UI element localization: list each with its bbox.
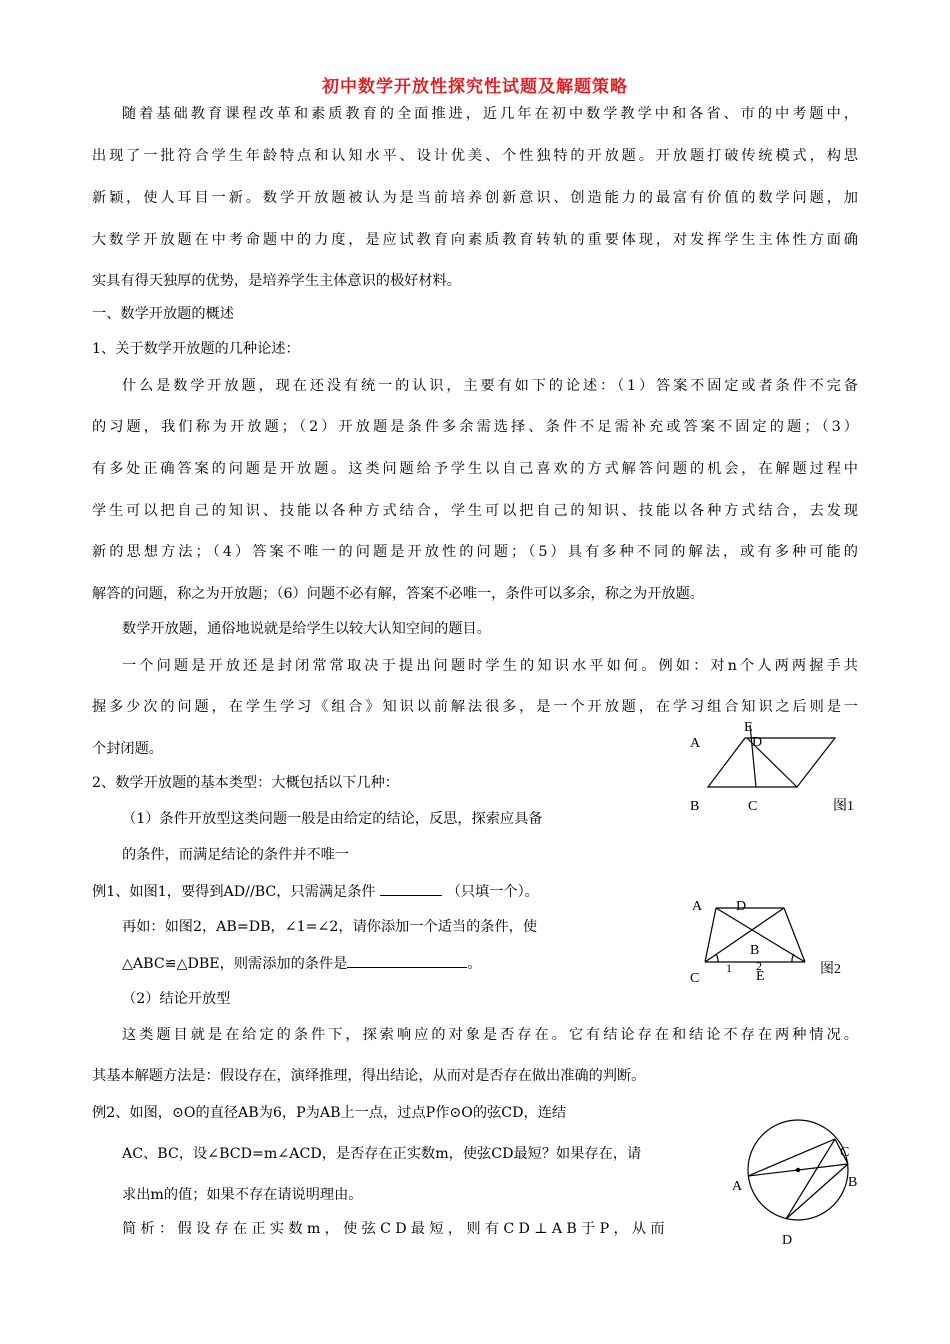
- example1-text: 例1、如图1，要得到AD//BC，只需满足条件: [92, 884, 376, 900]
- popular-definition: 数学开放题，通俗地说就是给学生以较大认知空间的题目。: [122, 621, 491, 637]
- label-b: B: [848, 1175, 858, 1190]
- figure-1: [680, 715, 870, 825]
- figure-2: [680, 890, 860, 990]
- label-angle-2: 2: [756, 959, 762, 973]
- subsection-heading: 1、关于数学开放题的几种论述：: [92, 341, 300, 357]
- discussion-line: 什么是数学开放题，现在还没有统一的认识，主要有如下的论述：（1）答案不固定或者条件不完备: [122, 378, 858, 394]
- discussion-line: 解答的问题，称之为开放题；（6）问题不必有解，答案不必唯一，条件可以多余，称之为开放题。: [92, 586, 704, 602]
- label-e: E: [744, 720, 753, 735]
- label-c: C: [748, 799, 758, 814]
- intro-line: 出现了一批符合学生年龄特点和认知水平、设计优美、个性独特的开放题。开放题打破传统模式，构思: [92, 148, 858, 164]
- discussion-line: 学生可以把自己的知识、技能以各种方式结合，学生可以把自己的知识、技能以各种方式结合，去发现: [92, 503, 858, 519]
- example1b-line: [122, 953, 482, 974]
- angle-1-arc: [716, 954, 718, 962]
- example1b-text-end: 。: [467, 956, 482, 972]
- center-point: [796, 1168, 800, 1172]
- type1-line: （1）条件开放型这类问题一般是由给定的结论，反思，探索应具备: [122, 811, 543, 827]
- figure-caption: 图1: [833, 799, 854, 814]
- intro-line: 随着基础教育课程改革和素质教育的全面推进，近几年在初中数学教学中和各省、市的中考题中，: [122, 106, 858, 122]
- document-title: 初中数学开放性探究性试题及解题策略: [322, 77, 628, 97]
- open-closed-line: 一个问题是开放还是封闭常常取决于提出问题时学生的知识水平如何。例如：对n个人两两握手共: [122, 658, 858, 674]
- label-a: A: [732, 1179, 743, 1194]
- analysis-line: 简析：假设存在正实数m，使弦CD最短，则有CD⊥AB于P，从而: [122, 1221, 669, 1237]
- answer-blank: [380, 881, 442, 896]
- label-d: D: [752, 735, 763, 750]
- label-b: B: [750, 943, 760, 958]
- segment-ac: [705, 908, 716, 962]
- label-c: C: [690, 971, 700, 986]
- label-angle-1: 1: [726, 961, 732, 975]
- example1b-text: △ABC≌△DBE，则需添加的条件是: [122, 956, 348, 972]
- type1-line: 的条件，而满足结论的条件并不唯一: [122, 847, 350, 863]
- segment-bd: [786, 1164, 848, 1219]
- intro-line: 实具有得天独厚的优势，是培养学生主体意识的极好材料。: [92, 273, 461, 289]
- label-d: D: [736, 899, 747, 914]
- type2-heading: （2）结论开放型: [122, 991, 231, 1007]
- segment-ae: [716, 908, 805, 962]
- type2-desc-line: 这类题目就是在给定的条件下，探索响应的对象是否存在。它有结论存在和结论不存在两种情况。: [122, 1027, 858, 1043]
- example2-line: 求出m的值；如果不存在请说明理由。: [122, 1187, 363, 1203]
- example2-line: 例2、如图，⊙O的直径AB为6，P为AB上一点，过点P作⊙O的弦CD，连结: [92, 1105, 567, 1121]
- chord-cd: [786, 1139, 835, 1219]
- figure-caption: 图2: [820, 962, 841, 977]
- open-closed-line: 握多少次的问题，在学生学习《组合》知识以前解法很多，是一个开放题，在学习组合知识之后则是一: [92, 699, 858, 715]
- label-e: E: [756, 969, 765, 984]
- segment-cd: [705, 908, 784, 962]
- discussion-line: 新的思想方法；（4）答案不唯一的问题是开放性的问题；（5）具有多种不同的解法，或有多种可能的: [92, 544, 858, 560]
- discussion-line: 的习题，我们称为开放题；（2）开放题是条件多余需选择、条件不足需补充或答案不固定的题；（3）: [92, 419, 858, 435]
- angle-2-arc: [792, 954, 794, 962]
- example2-line: AC、BC，设∠BCD=m∠ACD，是否存在正实数m，使弦CD最短？如果存在，请: [122, 1146, 642, 1162]
- intro-line: 大数学开放题在中考命题中的力度，是应试教育向素质教育转轨的重要体现，对发挥学生主体性方面确: [92, 232, 858, 248]
- figure-3: [728, 1118, 868, 1252]
- label-b: B: [690, 799, 700, 814]
- example1b-line: 再如：如图2，AB=DB，∠1=∠2，请你添加一个适当的条件，使: [122, 919, 538, 935]
- label-a: A: [690, 736, 701, 751]
- subsection-heading: 2、数学开放题的基本类型：大概包括以下几种：: [92, 775, 399, 791]
- label-a: A: [692, 899, 703, 914]
- intro-line: 新颖，使人耳目一新。数学开放题被认为是当前培养创新意识、创造能力的最富有价值的数学问题，加: [92, 190, 858, 206]
- type2-desc-line: 其基本解题方法是：假设存在，演绎推理，得出结论，从而对是否存在做出准确的判断。: [92, 1068, 646, 1084]
- label-c: C: [840, 1145, 850, 1160]
- discussion-line: 有多处正确答案的问题是开放题。这类问题给予学生以自己喜欢的方式解答问题的机会，在解题过程中: [92, 461, 858, 477]
- answer-blank: [347, 953, 467, 968]
- section-heading: 一、数学开放题的概述: [92, 306, 234, 322]
- example1: [92, 881, 539, 902]
- example1-text-end: （只填一个）。: [446, 884, 539, 900]
- open-closed-line: 个封闭题。: [92, 741, 163, 757]
- segment-de: [784, 908, 805, 962]
- label-d: D: [782, 1233, 793, 1248]
